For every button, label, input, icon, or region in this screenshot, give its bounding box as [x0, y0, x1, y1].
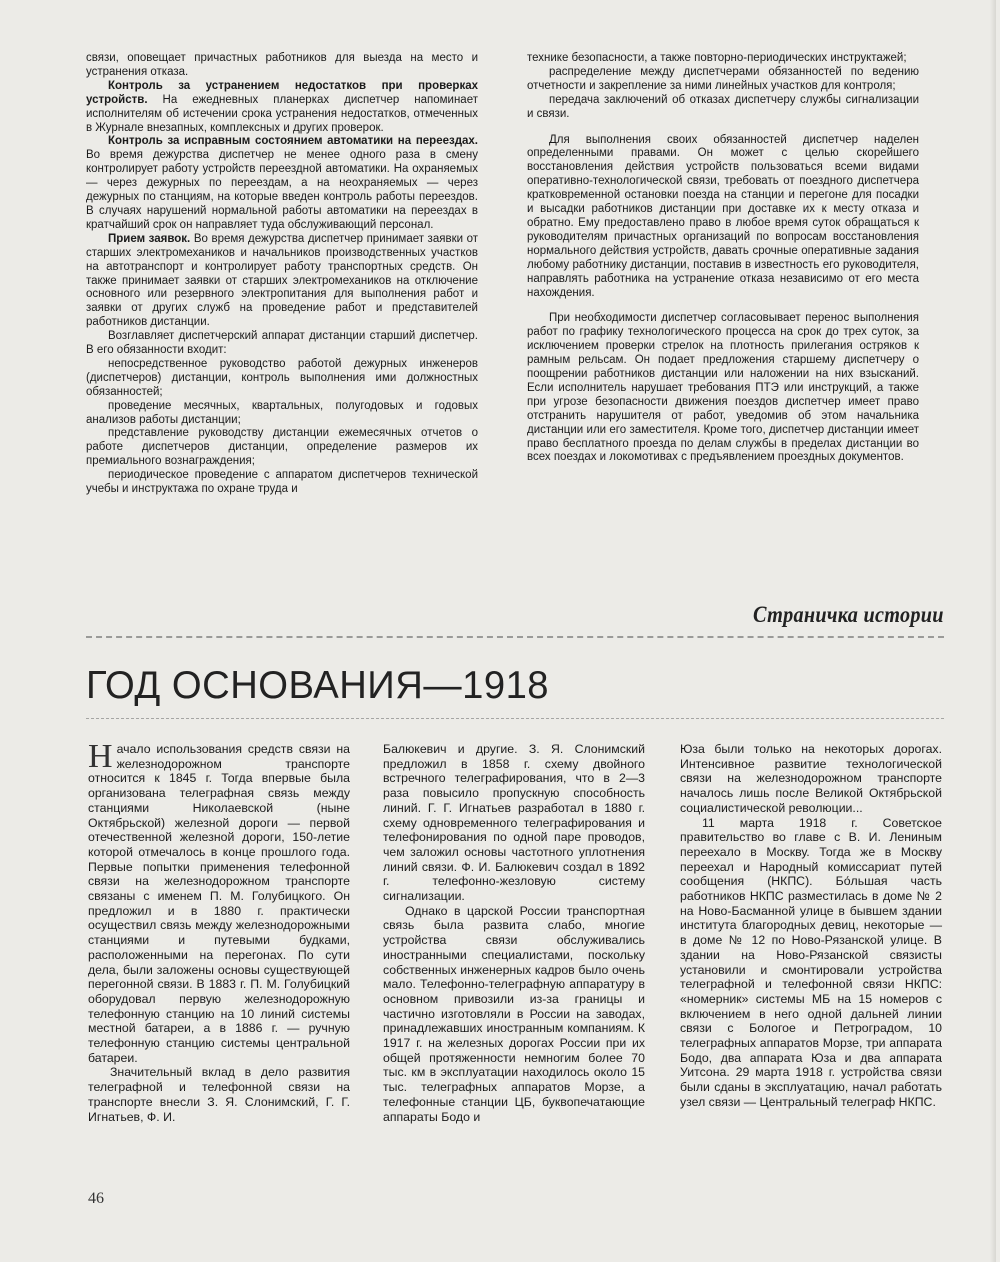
section-rubric: Страничка истории	[753, 602, 944, 627]
paragraph	[88, 738, 350, 1065]
paragraph	[86, 135, 478, 232]
paragraph: Юза были только на некоторых дорогах. Интенсивное развитие технологической связи на железнодорожном транспорте началось лишь после Великой Октябрьской социалистической революции...	[680, 742, 942, 815]
paragraph-heading: Контроль за устранением недостатков при проверках устройств.	[86, 79, 478, 106]
article-column-3	[680, 742, 942, 1110]
paragraph-heading: Прием заявок.	[108, 232, 191, 245]
paragraph-heading: Контроль за исправным состоянием автоматики на переездах.	[108, 135, 478, 148]
list-item: представление руководству дистанции ежемесячных отчетов о работе диспетчеров дистанции, определение размеров их премиального вознаграждения;	[86, 427, 478, 468]
top-left-column	[86, 52, 478, 497]
list-item: распределение между диспетчерами обязанностей по ведению отчетности и закрепление за ними линейных участков для контроля;	[527, 65, 919, 92]
list-item: проведение месячных, квартальных, полугодовых и годовых анализов работы дистанции;	[86, 399, 478, 426]
list-item: передача заключений об отказах диспетчеру службы сигнализации и связи.	[527, 93, 919, 120]
list-item: технике безопасности, а также повторно-периодических инструктажей;	[527, 52, 907, 64]
list-item: периодическое проведение с аппаратом диспетчеров технической учебы и инструктажа по охране труда и	[86, 469, 478, 496]
paragraph: Балюкевич и другие. З. Я. Слонимский предложил в 1858 г. схему двойного встречного телеграфирования, что в 2—3 раза повысило пропускную способность линий. Г. Г. Игнатьев разработал в 1880 г. схему одновременного телеграфирования и телефонирования по одной паре проводов, чем заложил основы частотного уплотнения линий связи. Ф. И. Балюкевич создал в 1892 г. телефонно-жезловую систему сигнализации.	[383, 742, 645, 904]
paragraph: Для выполнения своих обязанностей диспетчер наделен определенными правами. Он может с целью скорейшего восстановления действия устройств пользоваться всеми видами оперативно-технологической связи, требовать от поездного диспетчера кратковременной остановки поезда на станции и перегоне для посадки и высадки работников дистанции при доставке их к месту отказа и обратно. Ему предоставлено право в любое время суток обращаться к руководителям причастных организаций по вопросам восстановления нормального действия устройств, давать срочные оперативные задания любому работнику дистанции, поставив в известность его руководителя, направлять работника на устранение отказа независимо от его места нахождения.	[527, 133, 919, 299]
paragraph: 11 марта 1918 г. Советское правительство во главе с В. И. Лениным переехало в Москву. Тогда же в Москву переехал и Народный комиссариат путей сообщения (НКПС). Бо́льшая часть работников НКПС разместилась в доме № 2 на Ново-Басманной улице в бывшем здании института благородных девиц, некоторые — в доме № 12 по Ново-Рязанской улице. В здании на Ново-Рязанской связисты установили и смонтировали устройства телеграфной и телефонной связи НКПС: «номерник» системы МБ на 15 номеров с включением в него одной дальней линии связи с Бологое и Петроградом, 10 телеграфных аппаратов Морзе, три аппарата Бодо, два аппарата Юза и два аппарата Уитсона. 29 марта 1918 г. устройства связи были сданы в эксплуатацию, начал работать узел связи — Центральный телеграф НКПС.	[680, 815, 942, 1109]
divider	[86, 636, 944, 638]
page-number: 46	[88, 1190, 104, 1207]
article-headline: ГОД ОСНОВАНИЯ—1918	[86, 664, 550, 707]
paragraph	[86, 80, 478, 136]
paragraph-text: ачало использования средств связи на железнодорожном транспорте относится к 1845 г. Тогда впервые была организована телеграфная связь между станциями Николаевской (ныне Октябрьской) железной дороги — первой отечественной железной дороги, 150-летие которой отмечалось в конце прошлого года. Первые попытки применения телефонной связи на железнодорожном транспорте связаны с именем П. М. Голубицкого. Он предложил и в 1880 г. практически осуществил связь между железнодорожными станциями и путевыми будками, расположенными на перегонах. По сути дела, были заложены основы существующей перегонной связи. В 1883 г. П. М. Голубицкий оборудовал первую железнодорожную телефонную станцию на 10 линий системы местной батареи, а в 1886 г. — ручную телефонную станцию системы центральной батареи.	[88, 742, 350, 1065]
paragraph: связи, оповещает причастных работников для выезда на место и устранения отказа.	[86, 52, 478, 78]
paragraph: Однако в царской России транспортная связь была развита слабо, многие устройства связи обслуживались иностранными специалистами, поскольку собственных инженерных кадров было очень мало. Телефонно-телеграфную аппаратуру в основном привозили из-за границы и частично изготовляли в России на заводах, принадлежавших иностранным компаниям. К 1917 г. на железных дорогах России при их общей протяженности немногим более 70 тыс. км в эксплуатации находилось около 15 тыс. телеграфных аппаратов Морзе, а телефонные станции ЦБ, буквопечатающие аппараты Бодо и	[383, 903, 645, 1124]
paragraph: При необходимости диспетчер согласовывает перенос выполнения работ по графику технологического процесса на срок до трех суток, за исключением проверки стрелок на плотность прилегания остряков к рамным рельсам. Он подает предложения старшему диспетчеру о поощрении работников дистанции или наложении на них взысканий. Если исполнитель нарушает требования ПТЭ или инструкций, а также при угрозе безопасности движения поездов диспетчер имеет право отстранить нарушителя от работ, уведомив об этом начальника дистанции или его заместителя. Кроме того, диспетчер дистанции имеет право бесплатного проезда по делам службы в пределах дистанции во всех поездах и локомотивах с предъявлением проездных документов.	[527, 312, 919, 464]
article-column-2	[383, 742, 645, 1124]
drop-cap: Н	[88, 738, 113, 775]
top-right-column	[527, 52, 919, 465]
paragraph-text: Во время дежурства диспетчер не менее одного раза в смену контролирует работу устройств переездной автоматики. На охраняемых — через дежурных по переездам, а на неохраняемых — через дежурных по станциям, на которые введен контроль работы переездов. В случаях нарушений нормальной работы автоматики на переездах в кратчайший срок он направляет туда обслуживающий персонал.	[86, 149, 478, 231]
paragraph	[86, 233, 478, 330]
paragraph-text: На ежедневных планерках диспетчер напоминает исполнителям об истечении срока устранения недостатков, отмеченных в Журнале внезапных, комплексных и других проверок.	[86, 93, 478, 134]
list-item: непосредственное руководство работой дежурных инженеров (диспетчеров) дистанции, контроль выполнения ими должностных обязанностей;	[86, 357, 478, 398]
paragraph-text: Во время дежурства диспетчер принимает заявки от старших электромехаников и начальников производственных участков на автотранспорт и контролирует работу транспортных средств. Он также принимает заявки от старших электромехаников на отключение основного или резервного электропитания для выполнения работ и заявки от других служб на проведение работ и представителей работников дистанции.	[86, 232, 478, 329]
article-column-1	[88, 738, 350, 1124]
paragraph: Значительный вклад в дело развития телеграфной и телефонной связи на транспорте внесли З. Я. Слонимский, Г. Г. Игнатьев, Ф. И.	[88, 1065, 350, 1124]
paragraph: Возглавляет диспетчерский аппарат дистанции старший диспетчер. В его обязанности входит:	[86, 330, 478, 357]
divider	[86, 718, 944, 719]
page-edge-shadow	[990, 0, 996, 1262]
